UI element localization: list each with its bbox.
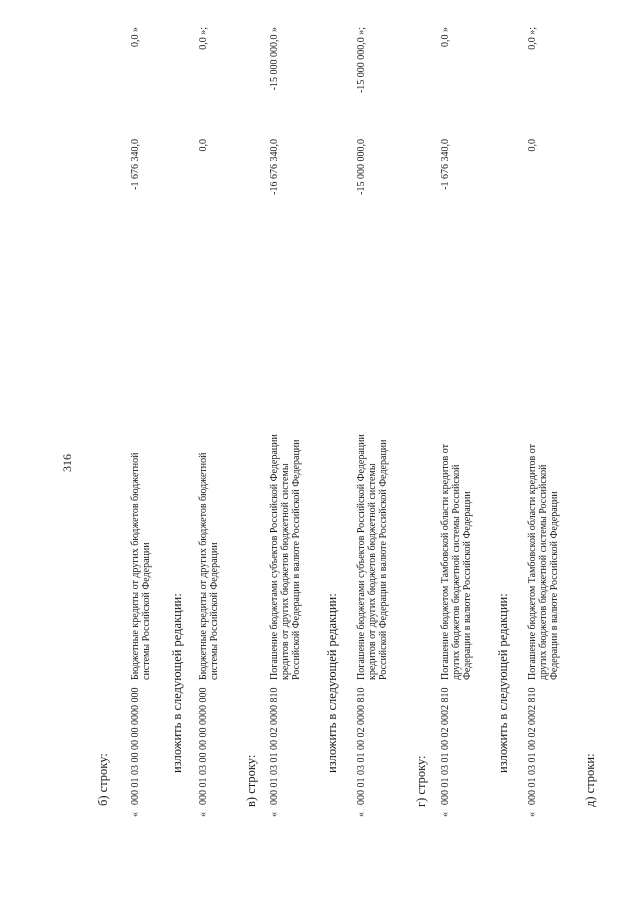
value-year-2: 0,0 »; (198, 27, 209, 50)
value-year-1: -15 000 000,0 (356, 139, 367, 195)
budget-code: 000 01 03 01 00 02 0000 810 (269, 687, 280, 805)
value-year-2: 0,0 » (130, 27, 141, 47)
row-name: Погашение бюджетами субъектов Российской Федерации кредитов от других бюджетов бюджетной системы Российской Федерации в валюте Российской Федерации (269, 434, 303, 680)
opening-quote: « (356, 812, 367, 817)
opening-quote: « (198, 812, 209, 817)
value-year-1: -1 676 340,0 (130, 139, 141, 190)
value-year-2: -15 000 000,0 » (269, 27, 280, 91)
opening-quote: « (130, 812, 141, 817)
value-year-1: -16 676 340,0 (269, 139, 280, 195)
section-label-v: в) строку: (244, 754, 258, 807)
value-year-2: 0,0 » (440, 27, 451, 47)
opening-quote: « (440, 812, 451, 817)
budget-code: 000 01 03 00 00 00 0000 000 (130, 687, 141, 805)
budget-code: 000 01 03 00 00 00 0000 000 (198, 687, 209, 805)
value-year-2: -15 000 000,0 »; (356, 27, 367, 94)
section-label-d: д) строки: (583, 753, 597, 807)
amend-label: изложить в следующей редакции: (496, 593, 510, 773)
value-year-1: 0,0 (198, 139, 209, 152)
row-name: Бюджетные кредиты от других бюджетов бюджетной системы Российской Федерации (198, 452, 221, 680)
value-year-2: 0,0 »; (527, 27, 538, 50)
row-name: Бюджетные кредиты от других бюджетов бюджетной системы Российской Федерации (130, 452, 153, 680)
budget-code: 000 01 03 01 00 02 0002 810 (440, 687, 451, 805)
row-name: Погашение бюджетом Тамбовской области кредитов от других бюджетов бюджетной системы Российской Федерации в валюте Российской Федерации (527, 443, 561, 680)
amend-label: изложить в следующей редакции: (170, 593, 184, 773)
section-label-b: б) строку: (96, 753, 110, 806)
amend-label: изложить в следующей редакции: (325, 593, 339, 773)
value-year-1: 0,0 (527, 139, 538, 152)
budget-code: 000 01 03 01 00 02 0000 810 (356, 687, 367, 805)
value-year-1: -1 676 340,0 (440, 139, 451, 190)
page-number: 316 (60, 454, 74, 472)
row-name: Погашение бюджетом Тамбовской области кредитов от других бюджетов бюджетной системы Российской Федерации в валюте Российской Федерации (440, 443, 474, 680)
section-label-g: г) строку: (414, 755, 428, 807)
opening-quote: « (527, 812, 538, 817)
row-name: Погашение бюджетами субъектов Российской Федерации кредитов от других бюджетов бюджетной системы Российской Федерации в валюте Российской Федерации (356, 434, 390, 680)
opening-quote: « (269, 812, 280, 817)
budget-code: 000 01 03 01 00 02 0002 810 (527, 687, 538, 805)
